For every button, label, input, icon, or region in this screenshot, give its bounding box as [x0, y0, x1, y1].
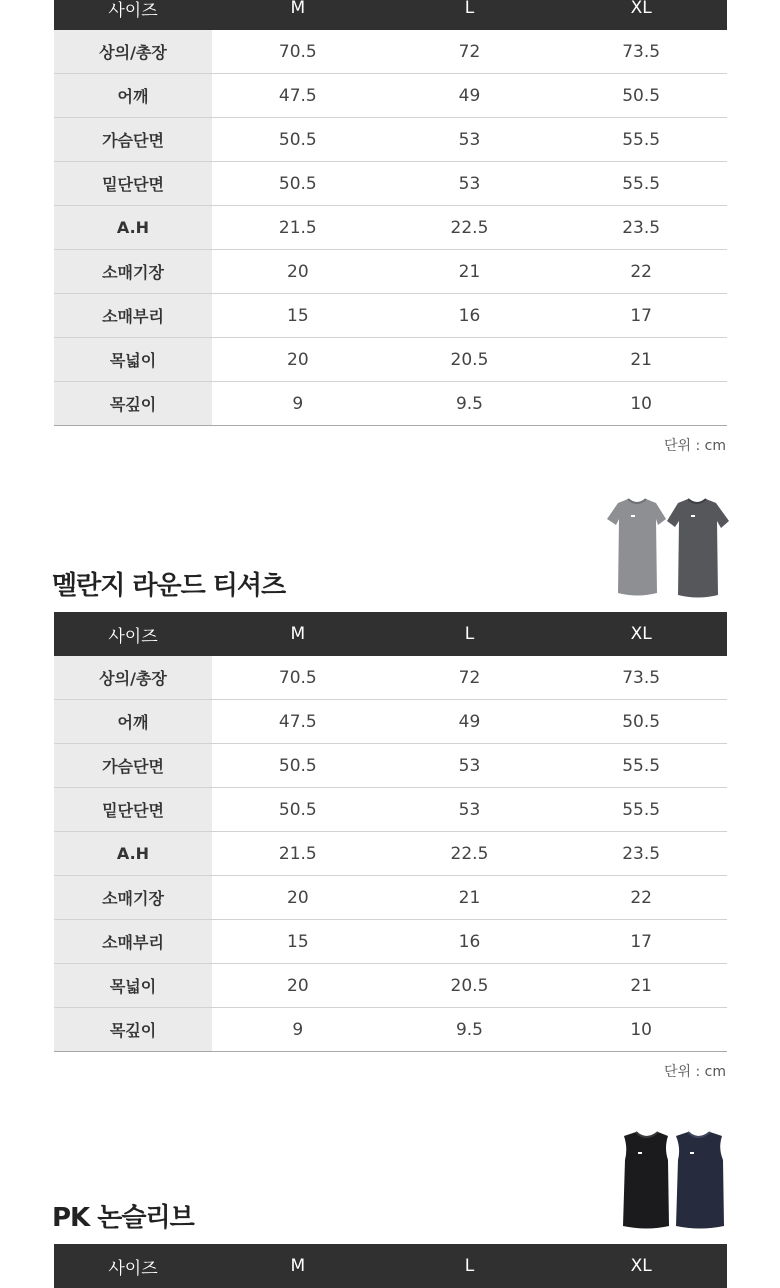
row-label: 소매부리	[54, 294, 212, 338]
cell-value: 20	[212, 338, 384, 382]
size-table-2	[54, 612, 727, 1052]
row-label: 소매기장	[54, 876, 212, 920]
cell-value: 53	[384, 788, 556, 832]
table-row	[54, 876, 727, 920]
row-label: A.H	[54, 206, 212, 250]
cell-value: 21	[384, 250, 556, 294]
size-table-1	[54, 0, 727, 426]
cell-value: 20.5	[384, 964, 556, 1008]
unit-note: 단위 : cm	[663, 1064, 726, 1080]
header-cell: L	[384, 0, 556, 30]
table-row	[54, 1008, 727, 1052]
cell-value: 20	[212, 250, 384, 294]
cell-value: 9	[212, 382, 384, 426]
header-cell: 사이즈	[54, 0, 212, 30]
row-label: A.H	[54, 832, 212, 876]
row-label: 소매부리	[54, 920, 212, 964]
cell-value: 50.5	[555, 74, 727, 118]
cell-value: 20	[212, 964, 384, 1008]
table-row	[54, 250, 727, 294]
cell-value: 20.5	[384, 338, 556, 382]
cell-value: 21.5	[212, 206, 384, 250]
header-cell: 사이즈	[54, 1244, 212, 1288]
cell-value: 53	[384, 744, 556, 788]
cell-value: 47.5	[212, 700, 384, 744]
cell-value: 10	[555, 382, 727, 426]
cell-value: 55.5	[555, 162, 727, 206]
cell-value: 50.5	[212, 788, 384, 832]
cell-value: 21	[555, 338, 727, 382]
cell-value: 55.5	[555, 744, 727, 788]
sleeveless-navy-icon	[676, 1132, 724, 1229]
section-title-melange-round-tshirt: 멜란지 라운드 티셔츠	[52, 571, 286, 601]
row-label: 밑단단면	[54, 162, 212, 206]
table-row	[54, 118, 727, 162]
size-table-3	[54, 1244, 727, 1288]
cell-value: 20	[212, 876, 384, 920]
header-cell: M	[212, 1244, 384, 1288]
cell-value: 21	[384, 876, 556, 920]
tshirt-light-gray-icon	[607, 499, 666, 596]
header-cell: L	[384, 1244, 556, 1288]
table-row	[54, 744, 727, 788]
cell-value: 55.5	[555, 788, 727, 832]
row-label: 소매기장	[54, 250, 212, 294]
cell-value: 17	[555, 920, 727, 964]
table-header-row	[54, 612, 727, 656]
table-row	[54, 964, 727, 1008]
header-cell: XL	[555, 1244, 727, 1288]
cell-value: 22.5	[384, 206, 556, 250]
table-row	[54, 700, 727, 744]
row-label: 목깊이	[54, 382, 212, 426]
row-label: 상의/총장	[54, 656, 212, 700]
table-row	[54, 162, 727, 206]
header-cell: M	[212, 612, 384, 656]
cell-value: 72	[384, 30, 556, 74]
cell-value: 49	[384, 74, 556, 118]
table-row	[54, 74, 727, 118]
row-label: 어깨	[54, 74, 212, 118]
header-cell: XL	[555, 612, 727, 656]
row-label: 가슴단면	[54, 118, 212, 162]
pk-sleeveless-image	[618, 1130, 730, 1234]
row-label: 밑단단면	[54, 788, 212, 832]
table-row	[54, 294, 727, 338]
row-label: 목넓이	[54, 964, 212, 1008]
section-title-pk-sleeveless: PK 논슬리브	[52, 1203, 194, 1233]
table-row	[54, 338, 727, 382]
table-header-row	[54, 0, 727, 30]
cell-value: 22	[555, 250, 727, 294]
header-cell: 사이즈	[54, 612, 212, 656]
row-label: 어깨	[54, 700, 212, 744]
cell-value: 55.5	[555, 118, 727, 162]
cell-value: 17	[555, 294, 727, 338]
cell-value: 50.5	[212, 744, 384, 788]
table-header-row	[54, 1244, 727, 1288]
tshirt-dark-gray-icon	[667, 499, 729, 598]
cell-value: 23.5	[555, 832, 727, 876]
table-row	[54, 788, 727, 832]
table-row	[54, 206, 727, 250]
table-row	[54, 832, 727, 876]
header-cell: L	[384, 612, 556, 656]
cell-value: 22	[555, 876, 727, 920]
cell-value: 73.5	[555, 656, 727, 700]
row-label: 상의/총장	[54, 30, 212, 74]
cell-value: 73.5	[555, 30, 727, 74]
melange-tshirt-image	[604, 497, 732, 601]
cell-value: 10	[555, 1008, 727, 1052]
cell-value: 16	[384, 294, 556, 338]
cell-value: 23.5	[555, 206, 727, 250]
cell-value: 50.5	[212, 118, 384, 162]
cell-value: 21	[555, 964, 727, 1008]
cell-value: 47.5	[212, 74, 384, 118]
cell-value: 50.5	[555, 700, 727, 744]
row-label: 목깊이	[54, 1008, 212, 1052]
header-cell: M	[212, 0, 384, 30]
table-row	[54, 382, 727, 426]
header-cell: XL	[555, 0, 727, 30]
cell-value: 72	[384, 656, 556, 700]
cell-value: 9	[212, 1008, 384, 1052]
unit-note: 단위 : cm	[663, 438, 726, 454]
table-row	[54, 656, 727, 700]
cell-value: 15	[212, 920, 384, 964]
sleeveless-black-icon	[623, 1132, 669, 1229]
cell-value: 49	[384, 700, 556, 744]
table-row	[54, 30, 727, 74]
cell-value: 9.5	[384, 382, 556, 426]
cell-value: 9.5	[384, 1008, 556, 1052]
cell-value: 22.5	[384, 832, 556, 876]
cell-value: 70.5	[212, 656, 384, 700]
table-row	[54, 920, 727, 964]
cell-value: 21.5	[212, 832, 384, 876]
row-label: 가슴단면	[54, 744, 212, 788]
row-label: 목넓이	[54, 338, 212, 382]
cell-value: 70.5	[212, 30, 384, 74]
cell-value: 15	[212, 294, 384, 338]
cell-value: 50.5	[212, 162, 384, 206]
cell-value: 53	[384, 162, 556, 206]
cell-value: 53	[384, 118, 556, 162]
cell-value: 16	[384, 920, 556, 964]
